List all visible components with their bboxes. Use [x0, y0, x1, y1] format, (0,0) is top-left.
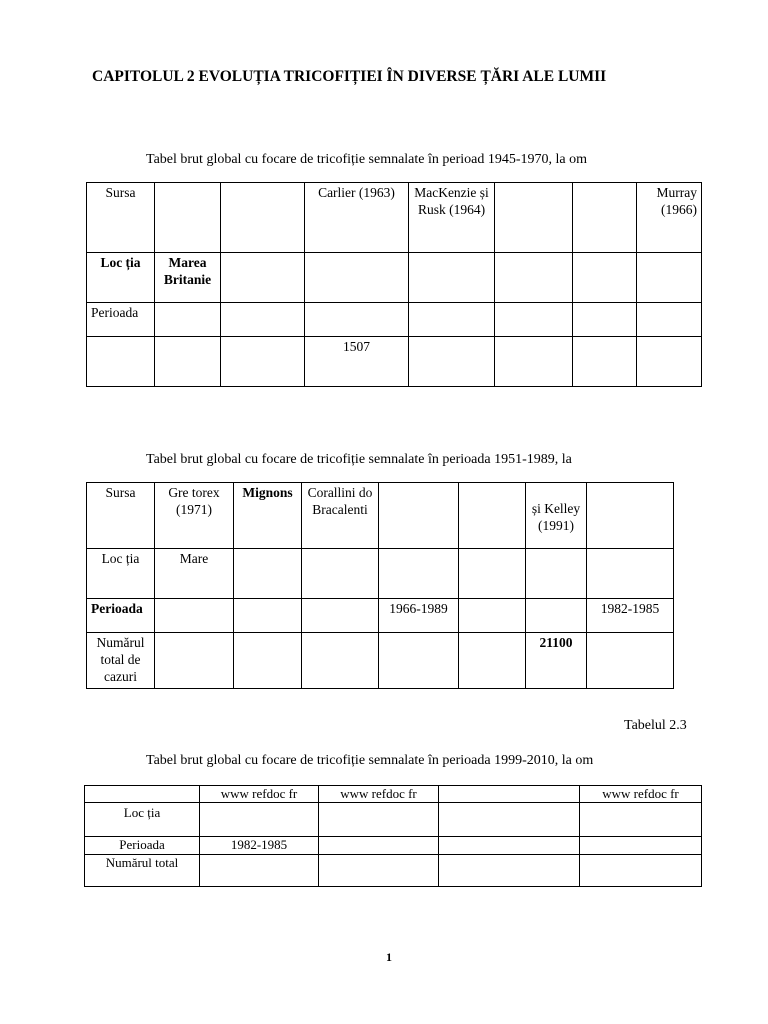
- table3-cell: www refdoc fr: [319, 786, 439, 803]
- table2-cell: și Kelley (1991): [526, 483, 587, 549]
- table2-cell: 1982-1985: [587, 599, 674, 633]
- table1-cell: [409, 337, 495, 387]
- table2-cell: [526, 549, 587, 599]
- table3-cell: Perioada: [85, 837, 200, 855]
- table1-cell: [409, 303, 495, 337]
- table3-cell: [580, 855, 702, 887]
- table1-cell: [87, 337, 155, 387]
- table1-cell: [305, 253, 409, 303]
- table2-cell: [379, 549, 459, 599]
- table1-cell: [573, 337, 637, 387]
- table2-cell: [234, 599, 302, 633]
- table2-cell: [587, 633, 674, 689]
- table3-cell: [200, 855, 319, 887]
- table3-cell: [319, 837, 439, 855]
- table3-cell: [85, 786, 200, 803]
- table1-cell: [305, 303, 409, 337]
- table2-cell: Numărul total de cazuri: [87, 633, 155, 689]
- table1-cell: Carlier (1963): [305, 183, 409, 253]
- table1-cell: Sursa: [87, 183, 155, 253]
- table2-cell: [459, 483, 526, 549]
- table1-cell: [637, 253, 702, 303]
- table3-cell: Numărul total: [85, 855, 200, 887]
- table2-cell: Mignons: [234, 483, 302, 549]
- table2-cell: [459, 599, 526, 633]
- table3-label: Tabelul 2.3: [624, 718, 687, 733]
- table1-cell: [637, 337, 702, 387]
- table1-cell: [495, 183, 573, 253]
- table2-cell: [234, 633, 302, 689]
- table1-cell: [155, 337, 221, 387]
- table2-cell: 1966-1989: [379, 599, 459, 633]
- table2-cell: Mare: [155, 549, 234, 599]
- table1-cell: 1507: [305, 337, 409, 387]
- table3-cell: [319, 803, 439, 837]
- table3-cell: [580, 803, 702, 837]
- table1-cell: Loc ția: [87, 253, 155, 303]
- table1-cell: [221, 183, 305, 253]
- table1-cell: [155, 303, 221, 337]
- table1-cell: [221, 253, 305, 303]
- table2-cell: [155, 633, 234, 689]
- page-number: 1: [386, 950, 392, 964]
- table2-cell: Loc ția: [87, 549, 155, 599]
- table2-cell: [526, 599, 587, 633]
- table3-cell: 1982-1985: [200, 837, 319, 855]
- table3-cell: [439, 786, 580, 803]
- table2-cell: Perioada: [87, 599, 155, 633]
- table1-cell: [221, 337, 305, 387]
- table3-cell: [439, 803, 580, 837]
- table2-cell: [234, 549, 302, 599]
- table1-cell: [573, 303, 637, 337]
- table2-cell: Gre torex (1971): [155, 483, 234, 549]
- table1-cell: [637, 303, 702, 337]
- table2-cell: [379, 483, 459, 549]
- table2-cell: [459, 549, 526, 599]
- table2-cell: Sursa: [87, 483, 155, 549]
- table2-cell: [587, 483, 674, 549]
- table3-cell: [319, 855, 439, 887]
- table2-caption: Tabel brut global cu focare de tricofiție semnalate în perioada 1951-1989, la: [146, 452, 572, 467]
- table2-cell: [302, 599, 379, 633]
- table1: [86, 182, 702, 387]
- table1-cell: Murray (1966): [637, 183, 702, 253]
- table3-cell: Loc ția: [85, 803, 200, 837]
- table1-cell: [495, 303, 573, 337]
- table1-cell: [495, 253, 573, 303]
- table2-cell: [459, 633, 526, 689]
- table3-cell: www refdoc fr: [580, 786, 702, 803]
- table1-cell: [495, 337, 573, 387]
- table1-cell: [155, 183, 221, 253]
- table1-cell: MacKenzie și Rusk (1964): [409, 183, 495, 253]
- table2-cell: [379, 633, 459, 689]
- table3: [84, 785, 702, 887]
- chapter-title: CAPITOLUL 2 EVOLUȚIA TRICOFIȚIEI ÎN DIVERSE ȚĂRI ALE LUMII: [92, 68, 607, 85]
- table3-cell: www refdoc fr: [200, 786, 319, 803]
- table3-cell: [439, 837, 580, 855]
- table2-cell: [587, 549, 674, 599]
- table2-cell: 21100: [526, 633, 587, 689]
- table2-cell: [302, 549, 379, 599]
- table1-cell: Perioada: [87, 303, 155, 337]
- table3-caption: Tabel brut global cu focare de tricofiție semnalate în perioada 1999-2010, la om: [146, 753, 594, 768]
- table2-cell: [302, 633, 379, 689]
- table1-cell: [573, 253, 637, 303]
- table1-cell: [409, 253, 495, 303]
- table1-cell: Marea Britanie: [155, 253, 221, 303]
- table3-cell: [200, 803, 319, 837]
- table3-cell: [439, 855, 580, 887]
- table2: [86, 482, 674, 689]
- table1-cell: [221, 303, 305, 337]
- table2-cell: [155, 599, 234, 633]
- table1-caption: Tabel brut global cu focare de tricofiție semnalate în perioad⁣ 1945-1970, la om: [146, 152, 588, 167]
- table1-cell: [573, 183, 637, 253]
- table2-cell: Corallini do Bracalenti: [302, 483, 379, 549]
- table3-cell: [580, 837, 702, 855]
